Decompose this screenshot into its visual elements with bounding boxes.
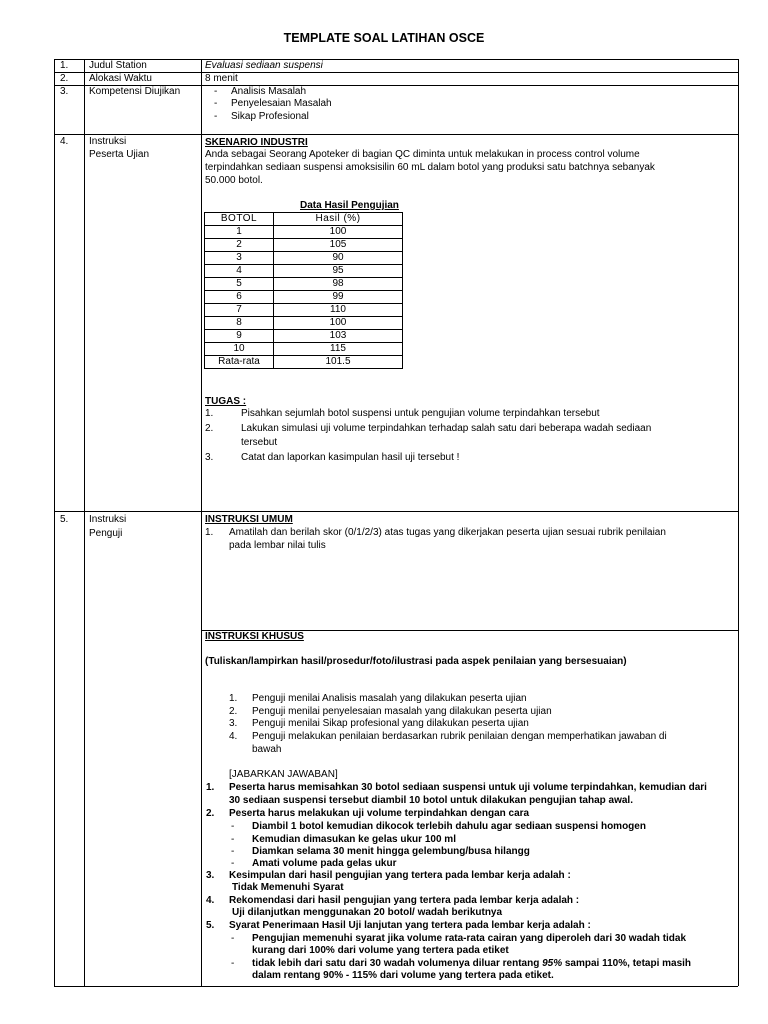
hasil-cell: 101.5 (274, 356, 403, 369)
table-row-average (205, 356, 403, 369)
competency-item: Sikap Profesional (231, 111, 309, 122)
syarat-text: Pengujian memenuhi syarat jika volume rata-rata cairan yang diperoleh dari 30 wadah tidak (252, 933, 687, 944)
row-5-number: 5. (60, 514, 69, 525)
syarat-text: dalam rentang 90% - 115% dari volume yang tertera pada etiket. (252, 970, 554, 981)
step-text: Kemudian dimasukan ke gelas ukur 100 ml (252, 834, 456, 845)
table-col-divider-2 (201, 59, 202, 986)
instruksi-umum-heading: INSTRUKSI UMUM (205, 514, 293, 525)
hasil-cell: 103 (274, 330, 403, 343)
row-3-number: 3. (60, 86, 69, 97)
step-dash: - (231, 821, 235, 832)
table-row (205, 226, 403, 239)
table-row (205, 343, 403, 356)
instruksi-khusus-note: (Tuliskan/lampirkan hasil/prosedur/foto/ilustrasi pada aspek penilaian yang bersesuaian) (205, 656, 627, 667)
row-1-number: 1. (60, 60, 69, 71)
table-row (205, 239, 403, 252)
instruksi-umum-text: pada lembar nilai tulis (229, 540, 326, 551)
table-row (205, 252, 403, 265)
jawaban-text: Peserta harus memisahkan 30 botol sediaan suspensi untuk uji volume terpindahkan, kemudian dari (229, 782, 707, 793)
table-border-bottom (54, 986, 738, 987)
hasil-cell: 100 (274, 317, 403, 330)
table-row (205, 291, 403, 304)
row-2-value: 8 menit (205, 73, 238, 84)
instruksi-umum-text: Amatilah dan berilah skor (0/1/2/3) atas tugas yang dikerjakan peserta ujian sesuai rubrik penilaian (229, 527, 666, 538)
botol-cell: 4 (205, 265, 274, 278)
step-dash: - (231, 834, 235, 845)
tugas-item-number: 3. (205, 452, 214, 463)
row-2-number: 2. (60, 73, 69, 84)
syarat-text (252, 958, 691, 970)
step-dash: - (231, 933, 235, 944)
hasil-cell: 115 (274, 343, 403, 356)
row-5-label-line2: Penguji (89, 528, 123, 539)
hasil-cell: 105 (274, 239, 403, 252)
tugas-item-text: tersebut (241, 437, 278, 448)
table-divider-3 (54, 134, 738, 135)
syarat-text: kurang dari 100% dari volume yang tertera pada etiket (252, 945, 509, 956)
jawaban-number: 2. (206, 808, 215, 819)
botol-cell: 6 (205, 291, 274, 304)
hasil-cell: 95 (274, 265, 403, 278)
row-5-label-line1: Instruksi (89, 514, 127, 525)
table-row (205, 278, 403, 291)
step-dash: - (231, 858, 235, 869)
step-text: Amati volume pada gelas ukur (252, 858, 397, 869)
khusus-item-text: Penguji menilai Sikap profesional yang dilakukan peserta ujian (252, 718, 529, 729)
botol-cell: 1 (205, 226, 274, 239)
jawaban-text: Syarat Penerimaan Hasil Uji lanjutan yang tertera pada lembar kerja adalah : (229, 920, 591, 931)
khusus-item-number: 3. (229, 718, 238, 729)
table-border-right (738, 59, 739, 986)
botol-cell: Rata-rata (205, 356, 274, 369)
jawaban-text: Peserta harus melakukan uji volume terpindahkan dengan cara (229, 808, 530, 819)
competency-item: Analisis Masalah (231, 86, 307, 97)
hasil-header-botol: BOTOL (205, 213, 274, 226)
khusus-item-number: 2. (229, 706, 238, 717)
jawaban-number: 5. (206, 920, 215, 931)
tugas-item-text: Pisahkan sejumlah botol suspensi untuk pengujian volume terpindahkan tersebut (241, 408, 600, 419)
instruksi-umum-number: 1. (205, 527, 214, 538)
competency-item: Penyelesaian Masalah (231, 98, 332, 109)
khusus-item-text: bawah (252, 744, 282, 755)
hasil-table (204, 212, 403, 369)
botol-cell: 2 (205, 239, 274, 252)
document-title: TEMPLATE SOAL LATIHAN OSCE (283, 31, 485, 45)
table-col-divider-1 (84, 59, 85, 986)
jawaban-number: 1. (206, 782, 215, 793)
row-4-label-line1: Instruksi (89, 136, 127, 147)
jawaban-number: 3. (206, 870, 215, 881)
step-dash: - (231, 846, 235, 857)
tugas-item-text: Lakukan simulasi uji volume terpindahkan terhadap salah satu dari beberapa wadah sediaan (241, 423, 652, 434)
competency-bullet: - (214, 86, 218, 97)
row-4-number: 4. (60, 136, 69, 147)
competency-bullet: - (214, 98, 218, 109)
botol-cell: 10 (205, 343, 274, 356)
jawaban-answer: Tidak Memenuhi Syarat (232, 882, 344, 893)
tugas-item-number: 1. (205, 408, 214, 419)
step-dash: - (231, 958, 235, 969)
row-4-label-line2: Peserta Ujian (89, 149, 150, 160)
botol-cell: 9 (205, 330, 274, 343)
table-row (205, 317, 403, 330)
khusus-item-text: Penguji melakukan penilaian berdasarkan rubrik penilaian dengan memperhatikan jawaban di (252, 731, 667, 742)
tugas-item-text: Catat dan laporkan kasimpulan hasil uji tersebut ! (241, 452, 460, 463)
hasil-cell: 90 (274, 252, 403, 265)
botol-cell: 8 (205, 317, 274, 330)
khusus-item-number: 4. (229, 731, 238, 742)
row-1-value: Evaluasi sediaan suspensi (205, 60, 323, 71)
jawaban-heading: [JABARKAN JAWABAN] (229, 769, 338, 780)
table-row (205, 265, 403, 278)
tugas-heading: TUGAS : (205, 396, 247, 407)
botol-cell: 7 (205, 304, 274, 317)
skenario-line: terpindahkan sediaan suspensi amoksisilin 60 mL dalam botol yang produksi satu batchnya sebanyak (205, 162, 655, 173)
step-text: Diambil 1 botol kemudian dikocok terlebih dahulu agar sediaan suspensi homogen (252, 821, 646, 832)
hasil-cell: 100 (274, 226, 403, 239)
instruksi-khusus-heading: INSTRUKSI KHUSUS (205, 631, 304, 642)
row-2-label: Alokasi Waktu (89, 73, 152, 84)
botol-cell: 3 (205, 252, 274, 265)
hasil-cell: 99 (274, 291, 403, 304)
khusus-item-number: 1. (229, 693, 238, 704)
skenario-line: Anda sebagai Seorang Apoteker di bagian QC diminta untuk melakukan in process control volume (205, 149, 640, 160)
syarat-text-emphasis: 95% (542, 958, 563, 969)
hasil-table-header (205, 213, 403, 226)
syarat-text-part: sampai 110%, tetapi masih (562, 958, 692, 969)
jawaban-text: Rekomendasi dari hasil pengujian yang tertera pada lembar kerja adalah : (229, 895, 580, 906)
khusus-item-text: Penguji menilai penyelesaian masalah yang dilakukan peserta ujian (252, 706, 552, 717)
table-border-left (54, 59, 55, 986)
row-3-label: Kompetensi Diujikan (89, 86, 181, 97)
botol-cell: 5 (205, 278, 274, 291)
hasil-table-title: Data Hasil Pengujian (300, 200, 399, 211)
table-border-top (54, 59, 738, 60)
row-1-label: Judul Station (89, 60, 147, 71)
skenario-heading: SKENARIO INDUSTRI (205, 137, 308, 148)
syarat-text-part: tidak lebih dari satu dari 30 wadah volumenya diluar rentang (252, 958, 543, 969)
hasil-cell: 110 (274, 304, 403, 317)
skenario-line: 50.000 botol. (205, 175, 263, 186)
jawaban-text: 30 sediaan suspensi tersebut diambil 10 botol untuk dilakukan pengujian tahap awal. (229, 795, 633, 806)
jawaban-number: 4. (206, 895, 215, 906)
table-divider-4 (54, 511, 738, 512)
step-text: Diamkan selama 30 menit hingga gelembung/busa hilangg (252, 846, 530, 857)
table-row (205, 330, 403, 343)
jawaban-text: Kesimpulan dari hasil pengujian yang tertera pada lembar kerja adalah : (229, 870, 571, 881)
khusus-item-text: Penguji menilai Analisis masalah yang dilakukan peserta ujian (252, 693, 527, 704)
tugas-item-number: 2. (205, 423, 214, 434)
table-row (205, 304, 403, 317)
table-divider-1 (54, 72, 738, 73)
competency-bullet: - (214, 111, 218, 122)
hasil-header-hasil: Hasil (%) (274, 213, 403, 226)
hasil-cell: 98 (274, 278, 403, 291)
jawaban-answer: Uji dilanjutkan menggunakan 20 botol/ wadah berikutnya (232, 907, 503, 918)
